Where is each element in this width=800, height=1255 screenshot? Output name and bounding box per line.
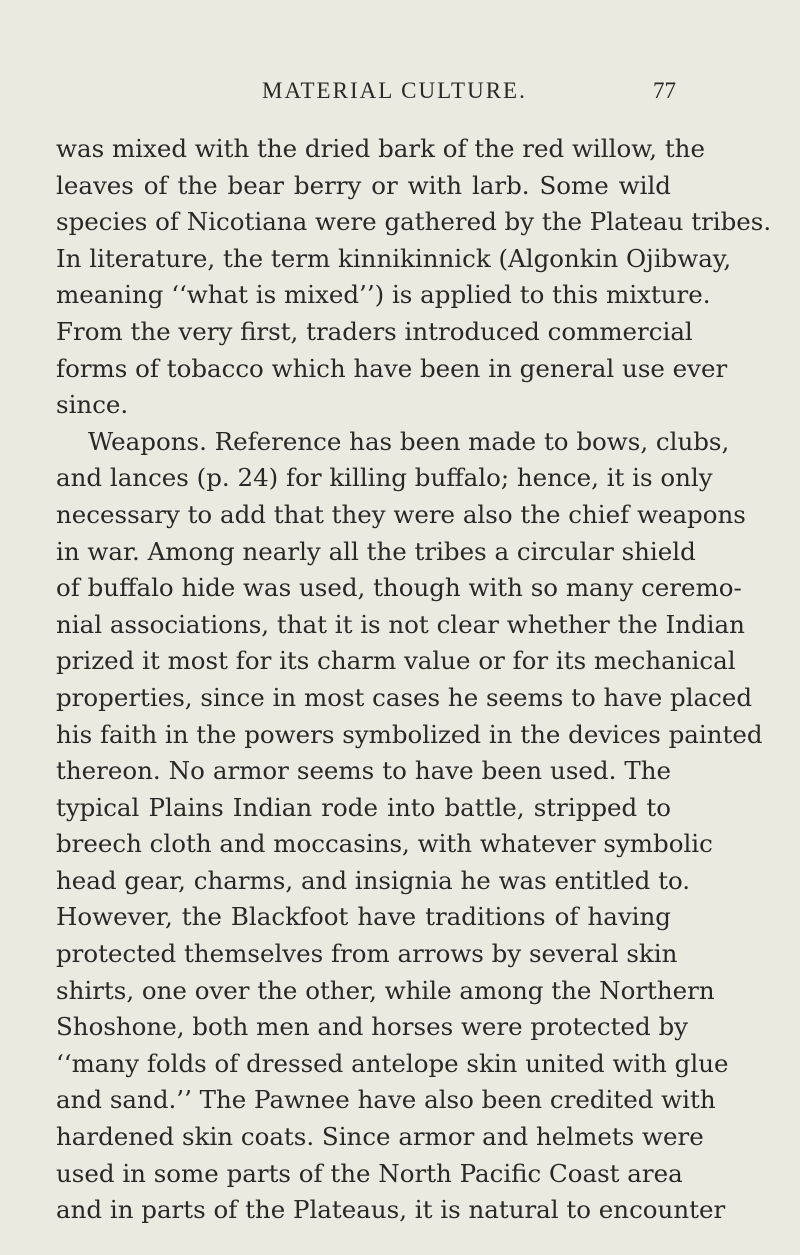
text-line: Weapons. Reference has been made to bows, clubs, [88,426,730,456]
text-line: Shoshone, both men and horses were protected by [56,1012,688,1042]
text-line: forms of tobacco which have been in general use ever [56,353,728,383]
text-line: and sand.’’ The Pawnee have also been credited with [56,1085,716,1115]
page-number: 77 [653,78,676,103]
text-line: meaning ‘‘what is mixed’’) is applied to this mixture. [56,280,711,310]
text-line: thereon. No armor seems to have been used. The [56,756,671,786]
text-line: properties, since in most cases he seems to have placed [56,682,753,712]
body-text [56,131,772,1229]
text-line: nial associations, that it is not clear whether the Indian [56,609,745,639]
text-line: species of Nicotiana were gathered by the Plateau tribes. [56,207,772,237]
text-line: was mixed with the dried bark of the red willow, the [56,134,705,163]
text-line: and lances (p. 24) for killing buffalo; hence, it is only [56,463,713,493]
text-line: leaves of the bear berry or with larb. Some wild [56,170,671,200]
text-line: In literature, the term kinnikinnick (Algonkin Ojibway, [56,243,732,273]
text-line: prized it most for its charm value or for its mechanical [56,646,736,676]
text-line: used in some parts of the North Pacific Coast area [56,1158,683,1188]
text-line: in war. Among nearly all the tribes a circular shield [56,536,696,566]
text-line: hardened skin coats. Since armor and helmets were [56,1122,704,1152]
text-line: and in parts of the Plateaus, it is natural to encounter [56,1195,726,1225]
text-line: shirts, one over the other, while among the Northern [56,975,715,1005]
text-line: However, the Blackfoot have traditions of having [56,902,671,932]
running-head: MATERIAL CULTURE. [262,78,527,103]
text-line: necessary to add that they were also the chief weapons [56,499,746,529]
text-line: head gear, charms, and insignia he was entitled to. [56,865,691,895]
text-line: of buffalo hide was used, though with so many ceremo- [56,573,742,603]
text-line: breech cloth and moccasins, with whatever symbolic [56,829,713,859]
text-line: his faith in the powers symbolized in the devices painted [56,719,763,749]
text-line: protected themselves from arrows by several skin [56,939,678,969]
text-line: From the very first, traders introduced commercial [56,316,693,346]
text-line: ‘‘many folds of dressed antelope skin united with glue [56,1048,729,1078]
text-line: since. [56,390,129,420]
text-line: typical Plains Indian rode into battle, stripped to [56,792,671,822]
